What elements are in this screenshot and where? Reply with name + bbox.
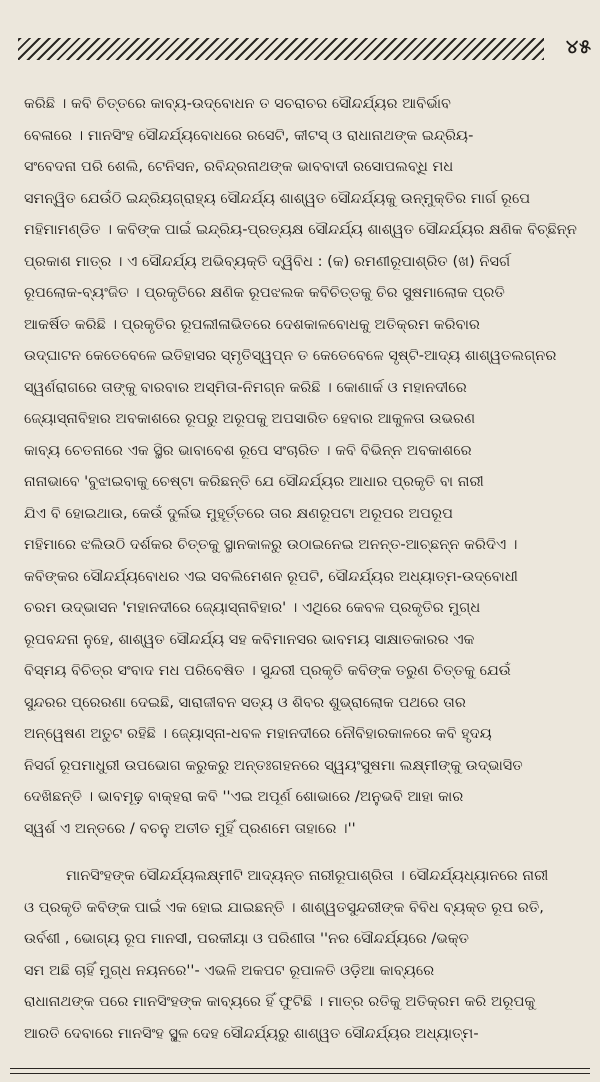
text-line: ମାନସିଂହଙ୍କ ସୌନ୍ଦର୍ଯ୍ୟଲକ୍ଷ୍ମୀଟି ଆଦ୍ୟନ୍ତ ନାରୀରୂପାଶ୍ରିତା । ସୌନ୍ଦର୍ଯ୍ୟଧ୍ୟାନରେ ନାରୀ [66, 867, 549, 884]
text-line: ମହିମାମଣ୍ଡିତ । କବିଙ୍କ ପାଇଁ ଇନ୍ଦ୍ରିୟ-ପ୍ରତ୍ୟକ୍ଷ ସୌନ୍ଦର୍ଯ୍ୟ ଶାଶ୍ୱତ ସୌନ୍ଦର୍ଯ୍ୟର କ୍ଷଣିକ ବିଚ୍ଛିନ୍ନ [24, 221, 577, 238]
text-line: ଯିଏ ବି ହୋଇଥାଉ, କେଉଁ ଦୁର୍ଲଭ ମୁହୂର୍ତ୍ତରେ ତାର କ୍ଷଣରୂପଟା ଅରୂପର ଅପରୂପ [24, 504, 454, 522]
body-text [24, 88, 590, 1049]
paragraph-1 [24, 88, 590, 844]
text-line: ଉଦ୍‌ଘାଟନ କେତେବେଳେ ଇତିହାସର ସ୍ମୃତିସ୍ୱପ୍ନ ତ କେତେବେଳେ ସୃଷ୍ଟି-ଆଦ୍ୟ ଶାଶ୍ୱତଲଗ୍ନର [24, 347, 557, 364]
text-line: ପ୍ରକାଶ ମାତ୍ର । ଏ ସୌନ୍ଦର୍ଯ୍ୟ ଅଭିବ୍ୟକ୍ତି ଦ୍ୱିବିଧ : (କ) ରମଣୀରୂପାଶ୍ରିତ (ଖ) ନିସର୍ଗ [24, 252, 511, 270]
page-number: ୪୫ [565, 36, 592, 58]
text-line: ସମ ଅଛି ଚାହିଁ ମୁଗ୍‌ଧ ନୟନରେ''- ଏଭଳି ଅକପଟ ରୂପାଳତି ଓଡ଼ିଆ କାବ୍ୟରେ [24, 961, 435, 979]
text-line: ଚରମ ଉଦ୍‌ଭାସନ 'ମହାନଦୀରେ ଜ୍ୟୋସ୍ନାବିହାର' । ଏଥିରେ କେବଳ ପ୍ରକୃତିର ମୁଗ୍‌ଧ [24, 599, 481, 616]
text-line: ମହିମାରେ ଝଲିଉଠି ଦର୍ଶକର ଚିତ୍ତକୁ ସ୍ଥାନକାଳରୁ ଉଠାଇନେଇ ଅନନ୍ତ-ଆଚ୍ଛନ୍ନ କରିଦିଏ । [24, 536, 518, 553]
text-line: ସଂବେଦନା ପରି ଶେଲି, ଟେନିସନ, ରବିନ୍ଦ୍ରନାଥଙ୍କ ଭାବବାଦୀ ରସୋପଲବ୍‌ଧି ମଧ [24, 158, 454, 175]
text-line: ରୂପଲୋକ-ବ୍ୟଂଜିତ । ପ୍ରକୃତିରେ କ୍ଷଣିକ ରୂପଝଲକ କବିଚିତ୍ତକୁ ଚିର ସୁଷମାଲୋକ ପ୍ରତି [24, 284, 505, 301]
text-line: ଓ ପ୍ରକୃତି କବିଙ୍କ ପାଇଁ ଏକ ହୋଇ ଯାଇଛନ୍ତି । ଶାଶ୍ୱତସୁନ୍ଦରୀଙ୍କ ବିବିଧ ବ୍ୟକ୍ତ ରୂପ ରତି, [24, 898, 544, 916]
text-line: ଆକର୍ଷିତ କରିଛି । ପ୍ରକୃତିର ରୂପଲୀଳାଭିତରେ ଦେଶକାଳବୋଧକୁ ଅତିକ୍ରମ କରିବାର [24, 315, 480, 333]
text-line: ଅନ୍ୱେଷଣ ଅତୁଟ ରହିଛି । ଜ୍ୟୋସ୍ନା-ଧବଳ ମହାନଦୀରେ ନୌବିହାରକାଳରେ କବି ହୃଦୟ [24, 725, 492, 742]
text-line: ବେଳାରେ । ମାନସିଂହ ସୌନ୍ଦର୍ଯ୍ୟବୋଧରେ ରସେଟି, କୀଟସ୍ ଓ ରାଧାନାଥଙ୍କ ଇନ୍ଦ୍ରିୟ- [24, 126, 474, 144]
text-line: କରିଛି । କବି ଚିତ୍ତରେ କାବ୍ୟ-ଉଦ୍‌ବୋଧନ ତ ସଚରାଚର ସୌନ୍ଦର୍ଯ୍ୟର ଆବିର୍ଭାବ [24, 95, 452, 112]
text-line: ରାଧାନାଥଙ୍କ ପରେ ମାନସିଂହଙ୍କ କାବ୍ୟରେ ହିଁ ଫୁଟିଛି । ମାତ୍ର ରତିକୁ ଅତିକ୍ରମ କରି ଅରୂପକୁ [24, 993, 536, 1010]
text-line: ରୂପବନ୍ଦନା ନୁହେ, ଶାଶ୍ୱତ ସୌନ୍ଦର୍ଯ୍ୟ ସହ କବିମାନସର ଭାବମୟ ସାକ୍ଷାତକାରର ଏକ [24, 630, 475, 648]
text-line: କବିଙ୍କର ସୌନ୍ଦର୍ଯ୍ୟବୋଧର ଏଇ ସବଲିମେଶନ ରୂପଟି, ସୌନ୍ଦର୍ଯ୍ୟର ଅଧ୍ୟାତ୍ମ-ଉଦ୍‌ବୋଧୀ [24, 567, 518, 585]
text-line: ସୁନ୍ଦରର ପ୍ରେରଣା ଦେଇଛି, ସାରାଜୀବନ ସତ୍ୟ ଓ ଶିବର ଶୁଭ୍ରାଲୋକ ପଥରେ ତାର [24, 693, 466, 711]
text-line: ଆରତି ଦେବାରେ ମାନସିଂହ ସ୍ଥୂଳ ଦେହ ସୌନ୍ଦର୍ଯ୍ୟରୁ ଶାଶ୍ୱତ ସୌନ୍ଦର୍ଯ୍ୟର ଅଧ୍ୟାତ୍ମ- [24, 1024, 479, 1042]
text-line: ଜ୍ୟୋସ୍ନାବିହାର ଅବକାଶରେ ରୂପରୁ ଅରୂପକୁ ଅପସାରିତ ହେବାର ଆକୁଳତା ଉଭରଣ [24, 410, 476, 427]
text-line: ସମନ୍ୱିତ ଯେଉଁଠି ଇନ୍ଦ୍ରିୟଗ୍ରାହ୍ୟ ସୌନ୍ଦର୍ଯ୍ୟ ଶାଶ୍ୱତ ସୌନ୍ଦର୍ଯ୍ୟକୁ ଉନ୍ମୁକ୍ତିର ମାର୍ଗ ରୂପେ [24, 189, 531, 207]
text-line: କାବ୍ୟ ଚେତନାରେ ଏକ ସ୍ଥିର ଭାବାବେଶ ରୂପେ ସଂଚାରିତ । କବି ବିଭିନ୍ନ ଅବକାଶରେ [24, 441, 472, 459]
text-line: ବିସ୍ମୟ ବିଚିତ୍ର ସଂବାଦ ମଧ ପରିବେଷିତ । ସୁନ୍ଦରୀ ପ୍ରକୃତି କବିଙ୍କ ତରୁଣ ଚିତ୍ତକୁ ଯେଉଁ [24, 662, 511, 679]
paragraph-gap [24, 844, 590, 860]
text-line: ନିସର୍ଗ ରୂପମାଧୁରୀ ଉପଭୋଗ କରୁକରୁ ଅନ୍ତଃଗହନରେ ସ୍ୱୟଂସୁଷମା ଲକ୍ଷ୍ମୀଙ୍କୁ ଉଦ୍‌ଭାସିତ [24, 756, 523, 774]
header-hatch-band [18, 38, 544, 60]
text-line: ନାନାଭାବେ 'ବୁଝାଇବାକୁ ଚେଷ୍ଟା କରିଛନ୍ତି ଯେ ସୌନ୍ଦର୍ଯ୍ୟର ଆଧାର ପ୍ରକୃତି ବା ନାରୀ [24, 473, 484, 490]
text-line: ସ୍ୱର୍ଣରାଗରେ ତାଙ୍କୁ ବାରବାର ଅସ୍ମିତା-ନିମଗ୍ନ କରିଛି । କୋଣାର୍କ ଓ ମହାନଦୀରେ [24, 378, 467, 396]
text-line: ଦେଖିଛନ୍ତି । ଭାବମୂଢ଼ ବାକ୍‌ହରା କବି ''ଏଇ ଅପୂର୍ଣ ଶୋଭାରେ /ଅନୁଭବି ଆହା କାର [24, 788, 464, 805]
paragraph-2 [24, 860, 590, 1049]
text-line: ଉର୍ବଶୀ , ଭୋଗ୍ୟ ରୂପ ମାନସୀ, ପରକୀୟା ଓ ପରିଣୀତା ''ନର ସୌନ୍ଦର୍ଯ୍ୟରେ /ଭକ୍ତ [24, 930, 470, 947]
text-line: ସ୍ୱର୍ଶ ଏ ଅନ୍ତରେ / ବଚନୁ ଅତୀତ ମୁହିଁ ପ୍ରଣମେ ତାହାରେ ।'' [24, 819, 356, 837]
footer-double-rule [10, 1068, 590, 1074]
